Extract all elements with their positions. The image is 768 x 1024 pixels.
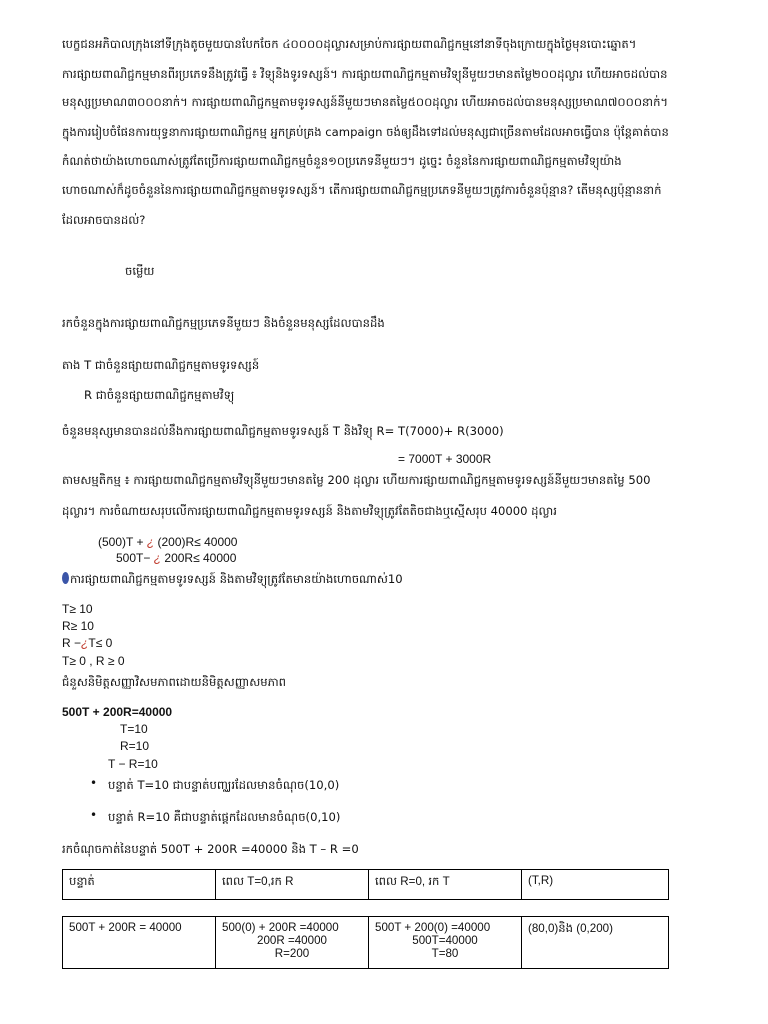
table-cell-r0-step1: 500T + 200(0) =40000 [375,921,491,934]
problem-line-2: ការផ្សាយពាណិជ្ជកម្មមានពីរប្រភេទនឹងត្រូវធ្វើ ៖ វិទ្យុនិងទូរទស្សន៍។ ការផ្សាយពាណិជ្ជកម្មតាមវិទ្យុនីមួយៗមានតម្លៃ២០០ដុល្លារ ហើយអាចដល់បាន [62,67,668,81]
people-line: ចំនួនមនុស្សមានបានដល់នឹងការផ្សាយពាណិជ្ជកម្មតាមទូរទស្សន៍ T និងវិទ្យុ R= T(7000)+ R(3000) [62,424,504,438]
problem-line-1: បេក្ខជនអភិបាលក្រុងនៅទីក្រុងតូចមួយបានបែកចែក ៤០០០០ដុល្លារសម្រាប់ការផ្សាយពាណិជ្ជកម្មនៅនាទីចុងក្រោយក្នុងថ្ងៃមុនបោះឆ្នោត។ [62,37,637,51]
bullet-icon: • [90,808,98,822]
constraint-3-right: T≤ 0 [88,636,113,650]
equation-2: T=10 [120,722,148,736]
inequality-1 [98,534,237,550]
answer-heading: ចម្លើយ [125,264,155,278]
table-header-line: បន្ទាត់ [63,870,216,900]
let-r-line: R ជាចំនួនផ្សាយពាណិជ្ជកម្មតាមវិទ្យុ [84,388,235,402]
table-cell-t0-step2: 200R =40000 [257,934,327,947]
constraint-3-left: R − [62,636,82,650]
constraint-2: R≥ 10 [62,619,94,633]
problem-line-3: មនុស្សប្រមាណ៣០០០នាក់។ ការផ្សាយពាណិជ្ជកម្មតាមទូរទស្សន៍នីមួយៗមានតម្លៃ៥០០ដុល្លារ ហើយអាចដល់បានមនុស្សប្រមាណ៧០០០នាក់។ [62,95,669,109]
table-data [62,916,669,969]
table-header [62,869,669,900]
constraint-3-glyph: ¿ [81,636,89,650]
table-cell-t0-step3: R=200 [274,947,310,960]
comment-marker-icon [62,572,69,584]
table-cell-t0-step1: 500(0) + 200R =40000 [222,921,339,934]
inequality-1-right: (200)R≤ 40000 [157,535,238,549]
problem-line-7: ដែលអាចបានដល់? [62,213,146,227]
table-cell-points: (80,0)និង (0,200) [522,917,669,969]
bullet-icon: • [90,776,98,790]
atleast-line [62,571,403,587]
constraint-3 [62,635,112,651]
equation-4: T − R=10 [108,757,158,771]
table-header-points: (T,R) [522,870,669,900]
problem-line-5: កំណត់ថាយ៉ាងហោចណាស់ត្រូវតែប្រើការផ្សាយពាណិជ្ជកម្មចំនួន១០ប្រភេទនីមួយៗ។ ដូច្នេះ ចំនួននៃការផ្សាយពាណិជ្ជកម្មតាមវិទ្យុយ៉ាង [62,154,622,168]
table-header-t0: ពេល T=0,រក R [216,870,369,900]
bullet-line-1: បន្ទាត់ T=10 ជាបន្ទាត់បញ្ឈរដែលមានចំណុច(10,0) [108,778,340,792]
table-cell-r0-step2: 500T=40000 [412,934,478,947]
table-row [63,917,669,969]
hypothesis-line-2: ដុល្លារ។ ការចំណាយសរុបលើការផ្សាយពាណិជ្ជកម្មតាមទូរទស្សន៍ និងតាមវិទ្យុត្រូវតែតិចជាងឬស្មើសរុប 40000 ដុល្លារ [62,504,557,518]
table-cell-t0 [216,917,369,969]
problem-line-4: ក្នុងការរៀបចំផែនការយុទ្ធនាការផ្សាយពាណិជ្ជកម្ម អ្នកគ្រប់គ្រង campaign ចង់ឲ្យដឹងទៅដល់មនុស្សជាច្រើនតាមដែលអាចធ្វើបាន ប៉ុន្តែគាត់បាន [62,125,669,139]
inequality-2-right: 200R≤ 40000 [164,551,237,565]
atleast-text: ការផ្សាយពាណិជ្ជកម្មតាមទូរទស្សន៍ និងតាមវិទ្យុត្រូវតែមានយ៉ាងហោចណាស់10 [70,572,403,586]
let-t-line: តាង T ជាចំនួនផ្សាយពាណិជ្ជកម្មតាមទូរទស្សន៍ [62,358,260,372]
intersect-line: រកចំណុចកាត់នៃបន្ទាត់ 500T + 200R =40000 និង T – R =0 [62,842,359,856]
inequality-1-left: (500)T + [98,535,144,549]
hypothesis-line-1: តាមសម្មតិកម្ម ៖ ការផ្សាយពាណិជ្ជកម្មតាមវិទ្យុនីមួយៗមានតម្លៃ 200 ដុល្លារ ហើយការផ្សាយពាណិជ្ជកម្មតាមទូរទស្សន៍នីមួយៗមានតម្លៃ 500 [62,473,651,487]
problem-line-6: ហោចណាស់ក៏ដូចចំនួននៃការផ្សាយពាណិជ្ជកម្មតាមទូរទស្សន៍។ តើការផ្សាយពាណិជ្ជកម្មប្រភេទនីមួយៗត្រូវការចំនួនប៉ុន្មាន? តើមនុស្សប៉ុន្មាននាក់ [62,183,662,197]
replace-line: ជំនួសនិមិត្តសញ្ញាវិសមភាពដោយនិមិត្តសញ្ញាសមភាព [62,675,287,689]
constraint-4: T≥ 0 , R ≥ 0 [62,654,125,668]
equation-3: R=10 [120,739,150,753]
table-cell-r0 [369,917,522,969]
inequality-2-left: 500T− [116,551,151,565]
inequality-2 [116,550,236,566]
table-header-r0: ពេល R=0, រក T [369,870,522,900]
inequality-1-glyph: ¿ [146,535,155,549]
constraint-1: T≥ 10 [62,602,93,616]
table-cell-r0-step3: T=80 [431,947,459,960]
equation-1: 500T + 200R=40000 [62,705,173,719]
people-equation: = 7000T + 3000R [398,452,492,466]
find-line: រកចំនួនក្នុងការផ្សាយពាណិជ្ជកម្មប្រភេទនីមួយៗ និងចំនួនមនុស្សដែលបានដឹង [62,316,385,330]
table-cell-line: 500T + 200R = 40000 [63,917,216,969]
inequality-2-glyph: ¿ [153,551,162,565]
bullet-line-2: បន្ទាត់ R=10 គឺជាបន្ទាត់ផ្ដេកដែលមានចំណុច(0,10) [108,810,341,824]
